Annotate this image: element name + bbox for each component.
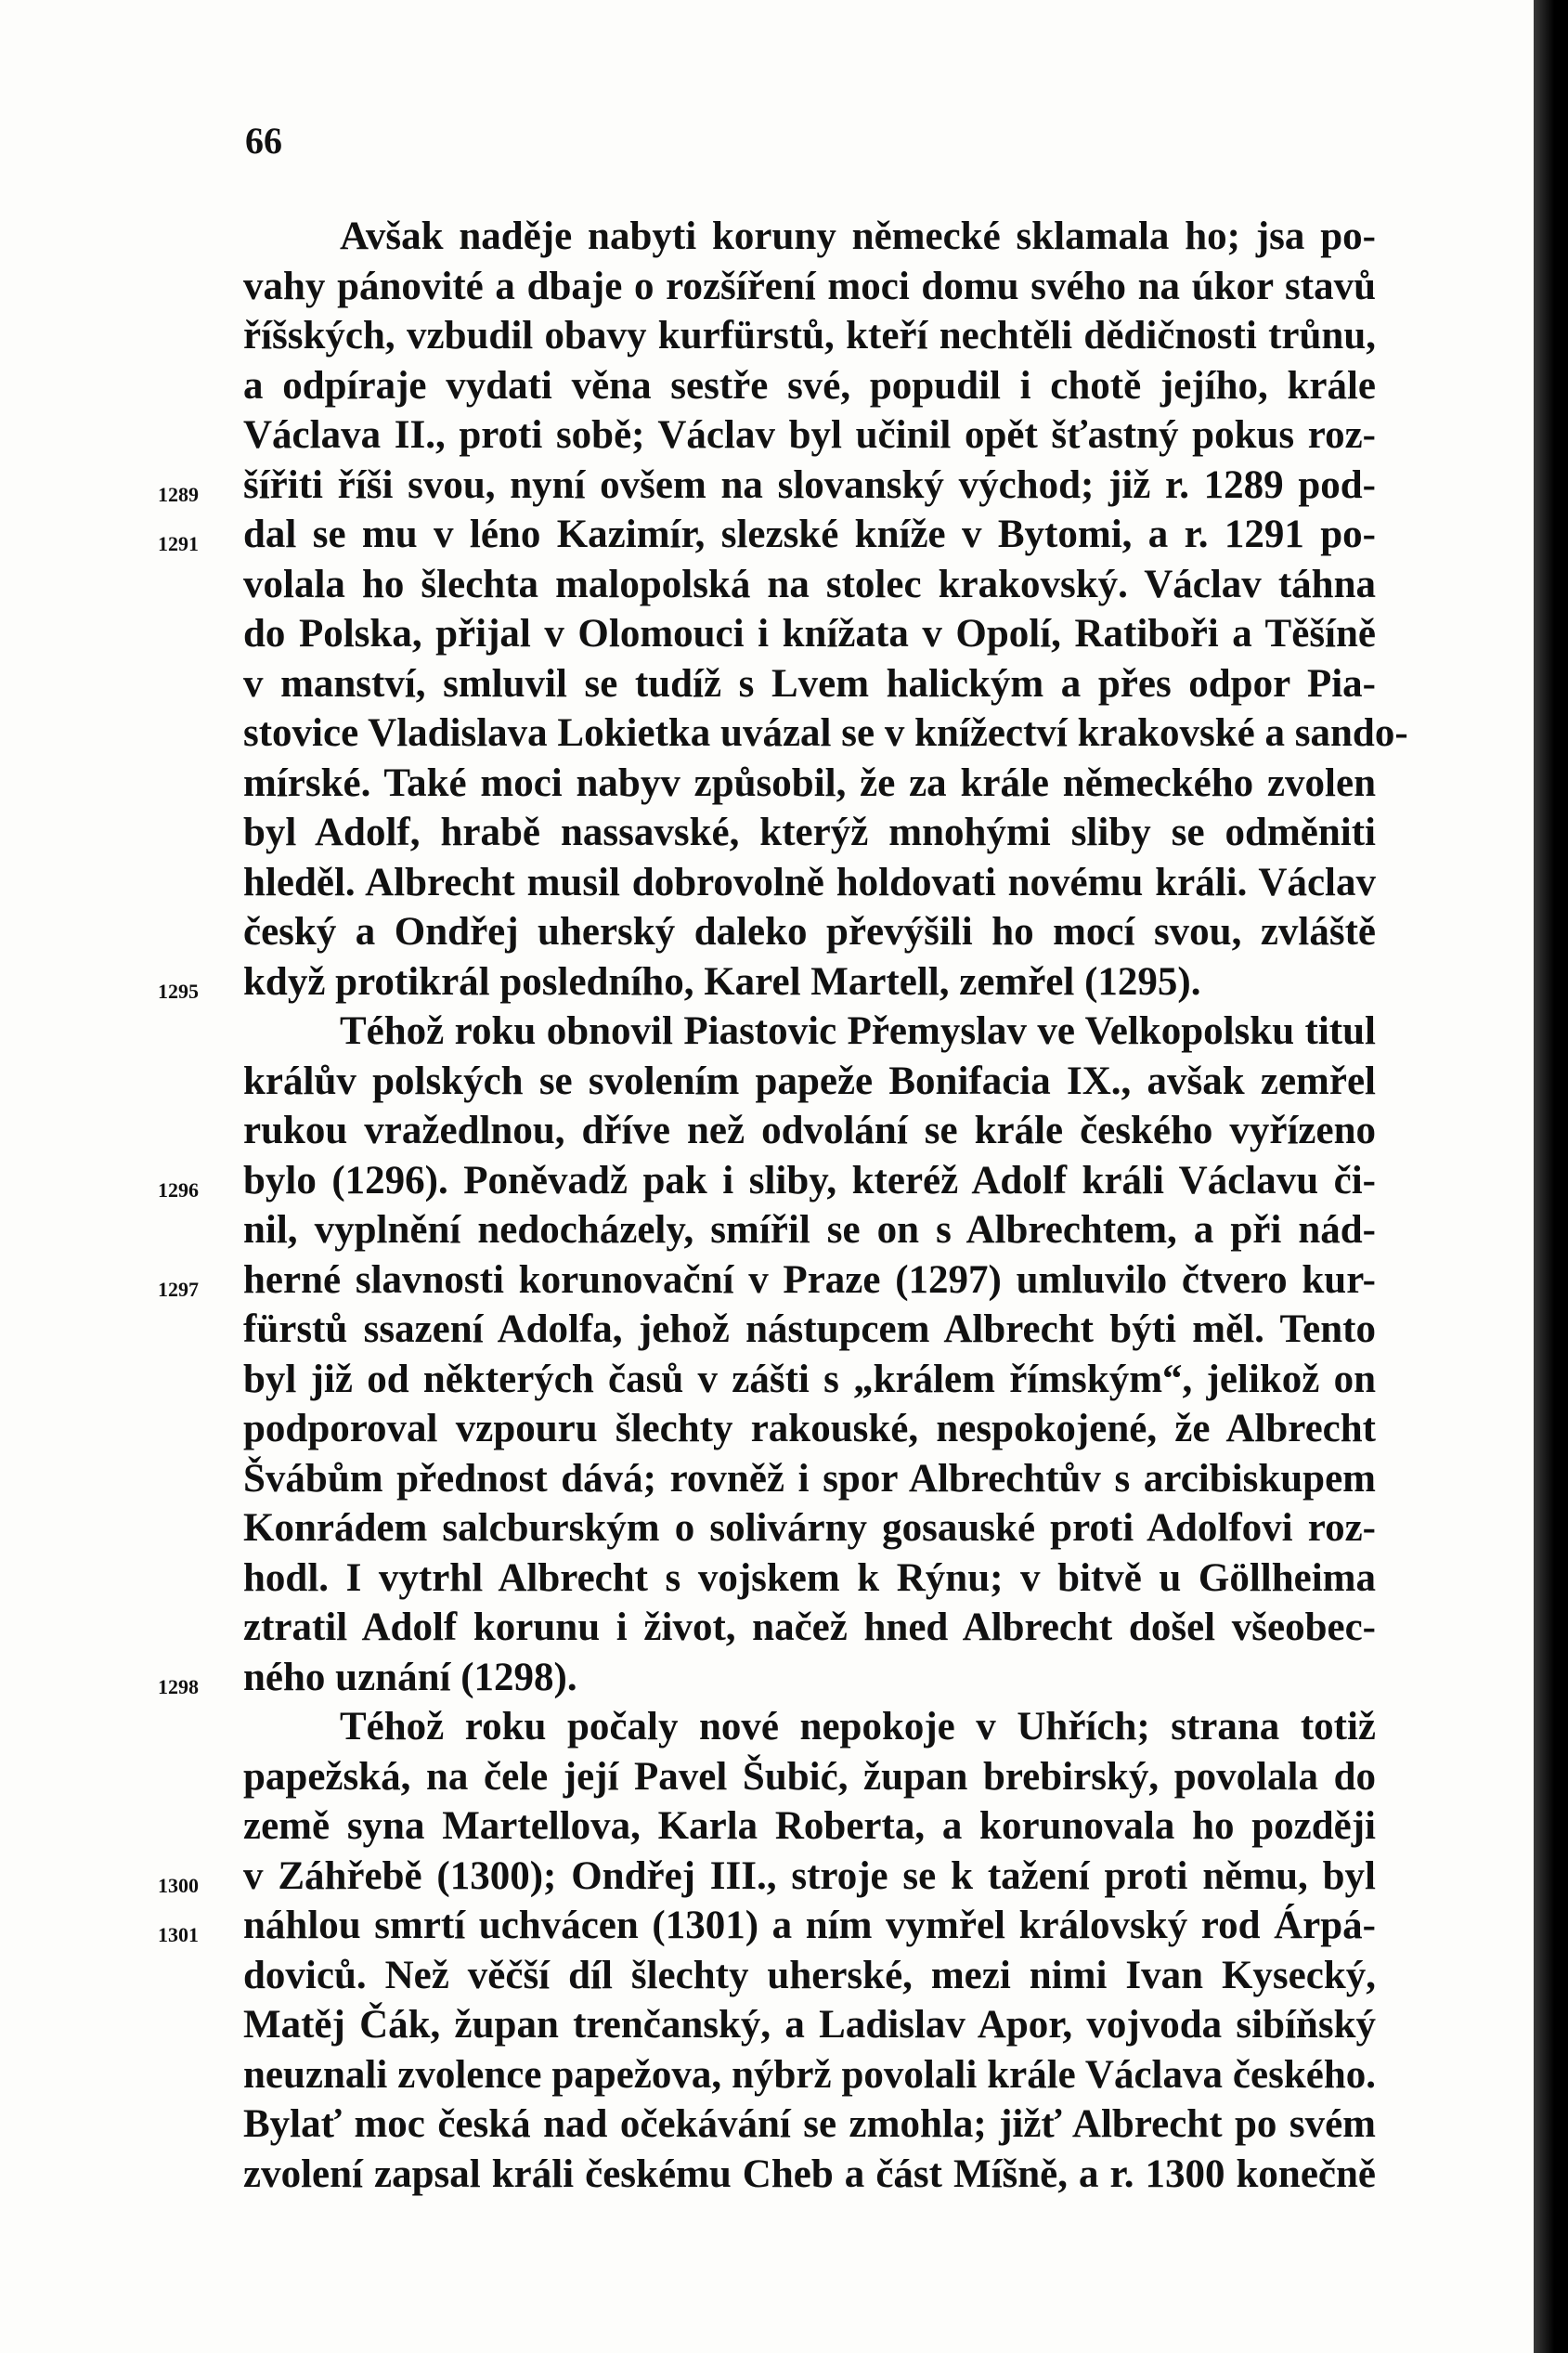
line-text: a odpíraje vydati věna sestře své, popudil i chotě jejího, krále bbox=[243, 363, 1376, 408]
text-line bbox=[243, 1603, 1376, 1653]
text-line bbox=[158, 461, 1376, 511]
text-line bbox=[243, 1205, 1376, 1255]
page-number: 66 bbox=[245, 120, 282, 162]
text-line bbox=[243, 1554, 1376, 1604]
line-text: byl již od některých časů v zášti s „králem římským“, jelikož on bbox=[243, 1357, 1376, 1401]
text-line bbox=[158, 1156, 1376, 1206]
margin-year: 1300 bbox=[158, 1873, 199, 1897]
margin-year: 1301 bbox=[158, 1923, 199, 1946]
text-line bbox=[243, 1057, 1376, 1107]
text-line bbox=[243, 1007, 1376, 1057]
line-text: Téhož roku počaly nové nepokoje v Uhřích; strana totiž bbox=[340, 1705, 1376, 1748]
line-text: ného uznání (1298). bbox=[243, 1655, 577, 1699]
text-line bbox=[243, 560, 1376, 610]
line-text: zvolení zapsal králi českému Cheb a část Míšně, a r. 1300 konečně bbox=[243, 2152, 1376, 2196]
line-text: vahy pánovité a dbaje o rozšíření moci domu svého na úkor stavů bbox=[243, 264, 1376, 308]
line-text: králův polských se svolením papeže Bonifacia IX., avšak zemřel bbox=[243, 1059, 1376, 1103]
line-text: v manství, smluvil se tudíž s Lvem halickým a přes odpor Pia- bbox=[243, 661, 1376, 706]
text-line bbox=[243, 410, 1376, 461]
text-line bbox=[158, 1852, 1376, 1902]
text-line bbox=[158, 1255, 1376, 1306]
line-text: Švábům přednost dává; rovněž i spor Albrechtův s arcibiskupem bbox=[243, 1456, 1376, 1501]
text-line bbox=[243, 708, 1408, 759]
text-line bbox=[243, 1106, 1376, 1156]
line-text: papežská, na čele její Pavel Šubić, župan brebirský, povolala do bbox=[243, 1754, 1376, 1799]
margin-year: 1295 bbox=[158, 979, 199, 1003]
line-text: bylo (1296). Poněvadž pak i sliby, kteréž Adolf králi Václavu či- bbox=[243, 1158, 1376, 1202]
line-text: Konrádem salcburským o solivárny gosauské proti Adolfovi roz- bbox=[243, 1506, 1376, 1550]
text-line bbox=[243, 808, 1376, 858]
text-line bbox=[243, 858, 1376, 908]
line-text: v Záhřebě (1300); Ondřej III., stroje se k tažení proti němu, byl bbox=[243, 1853, 1376, 1898]
margin-year: 1298 bbox=[158, 1674, 199, 1698]
line-text: když protikrál posledního, Karel Martell, zemřel (1295). bbox=[243, 959, 1201, 1004]
line-text: Bylať moc česká nad očekávání se zmohla; jižť Albrecht po svém bbox=[243, 2102, 1376, 2146]
text-line bbox=[158, 957, 1376, 1008]
line-text: byl Adolf, hrabě nassavské, kterýž mnohými sliby se odměniti bbox=[243, 811, 1376, 854]
margin-year: 1296 bbox=[158, 1177, 199, 1202]
text-line bbox=[243, 1801, 1376, 1852]
line-text: Téhož roku obnovil Piastovic Přemyslav ve Velkopolsku titul bbox=[340, 1009, 1376, 1053]
line-text: říšských, vzbudil obavy kurfürstů, kteří nechtěli dědičnosti trůnu, bbox=[243, 314, 1376, 358]
margin-year: 1297 bbox=[158, 1277, 199, 1301]
line-text: volala ho šlechta malopolská na stolec krakovský. Václav táhna bbox=[243, 562, 1376, 606]
text-line bbox=[243, 659, 1376, 709]
text-line bbox=[243, 1305, 1376, 1355]
line-text: Václava II., proti sobě; Václav byl učinil opět šťastný pokus roz- bbox=[243, 413, 1376, 457]
line-text: do Polska, přijal v Olomouci i knížata v Opolí, Ratiboři a Těšíně bbox=[243, 612, 1376, 656]
text-line bbox=[243, 262, 1376, 312]
text-line bbox=[243, 1752, 1376, 1802]
text-line bbox=[243, 907, 1376, 957]
text-line bbox=[243, 1951, 1376, 2001]
line-text: podporoval vzpouru šlechty rakouské, nespokojené, že Albrecht bbox=[243, 1407, 1376, 1450]
margin-year: 1291 bbox=[158, 532, 199, 555]
margin-year: 1289 bbox=[158, 482, 199, 506]
text-line bbox=[158, 510, 1376, 560]
text-line bbox=[243, 311, 1376, 361]
scan-edge bbox=[1534, 0, 1568, 2353]
line-text: neuznali zvolence papežova, nýbrž povolali krále Václava českého. bbox=[243, 2052, 1376, 2097]
text-line bbox=[158, 1653, 1376, 1703]
line-text: Matěj Čák, župan trenčanský, a Ladislav Apor, vojvoda sibíňský bbox=[243, 2003, 1376, 2047]
text-line bbox=[243, 2100, 1376, 2150]
text-line bbox=[243, 1454, 1376, 1504]
text-line bbox=[158, 1901, 1376, 1951]
line-text: stovice Vladislava Lokietka uvázal se v knížectví krakovské a sando- bbox=[243, 711, 1408, 755]
text-line bbox=[243, 361, 1376, 411]
line-text: fürstů ssazení Adolfa, jehož nástupcem Albrecht býti měl. Tento bbox=[243, 1307, 1376, 1351]
text-line bbox=[243, 1503, 1376, 1554]
line-text: doviců. Než věčší díl šlechty uherské, mezi nimi Ivan Kysecký, bbox=[243, 1953, 1376, 1997]
line-text: šířiti říši svou, nyní ovšem na slovanský východ; již r. 1289 pod- bbox=[243, 462, 1376, 507]
line-text: mírské. Také moci nabyv způsobil, že za krále německého zvolen bbox=[243, 760, 1376, 805]
text-line bbox=[243, 609, 1376, 659]
line-text: Avšak naděje nabyti koruny německé sklamala ho; jsa po- bbox=[340, 214, 1376, 258]
text-line bbox=[243, 1702, 1376, 1752]
text-line bbox=[243, 2150, 1376, 2200]
line-text: hleděl. Albrecht musil dobrovolně holdovati novému králi. Václav bbox=[243, 860, 1376, 904]
line-text: rukou vražedlnou, dříve než odvolání se krále českého vyřízeno bbox=[243, 1109, 1376, 1152]
line-text: země syna Martellova, Karla Roberta, a korunovala ho později bbox=[243, 1804, 1376, 1848]
line-text: dal se mu v léno Kazimír, slezské kníže v Bytomi, a r. 1291 po- bbox=[243, 513, 1376, 556]
text-line bbox=[243, 2050, 1376, 2100]
line-text: hodl. I vytrhl Albrecht s vojskem k Rýnu; v bitvě u Göllheima bbox=[243, 1555, 1376, 1600]
line-text: náhlou smrtí uchvácen (1301) a ním vymřel královský rod Árpá- bbox=[243, 1904, 1376, 1947]
line-text: ztratil Adolf korunu i život, načež hned Albrecht došel všeobec- bbox=[243, 1606, 1376, 1649]
text-line bbox=[243, 2000, 1376, 2050]
line-text: nil, vyplnění nedocházely, smířil se on s Albrechtem, a při nád- bbox=[243, 1208, 1376, 1252]
text-line bbox=[243, 759, 1376, 809]
text-line bbox=[243, 212, 1376, 262]
body-text bbox=[158, 212, 1408, 2199]
text-line bbox=[243, 1404, 1376, 1454]
text-line bbox=[243, 1355, 1376, 1405]
line-text: herné slavnosti korunovační v Praze (1297) umluvilo čtvero kur- bbox=[243, 1257, 1376, 1302]
line-text: český a Ondřej uherský daleko převýšili ho mocí svou, zvláště bbox=[243, 910, 1376, 954]
